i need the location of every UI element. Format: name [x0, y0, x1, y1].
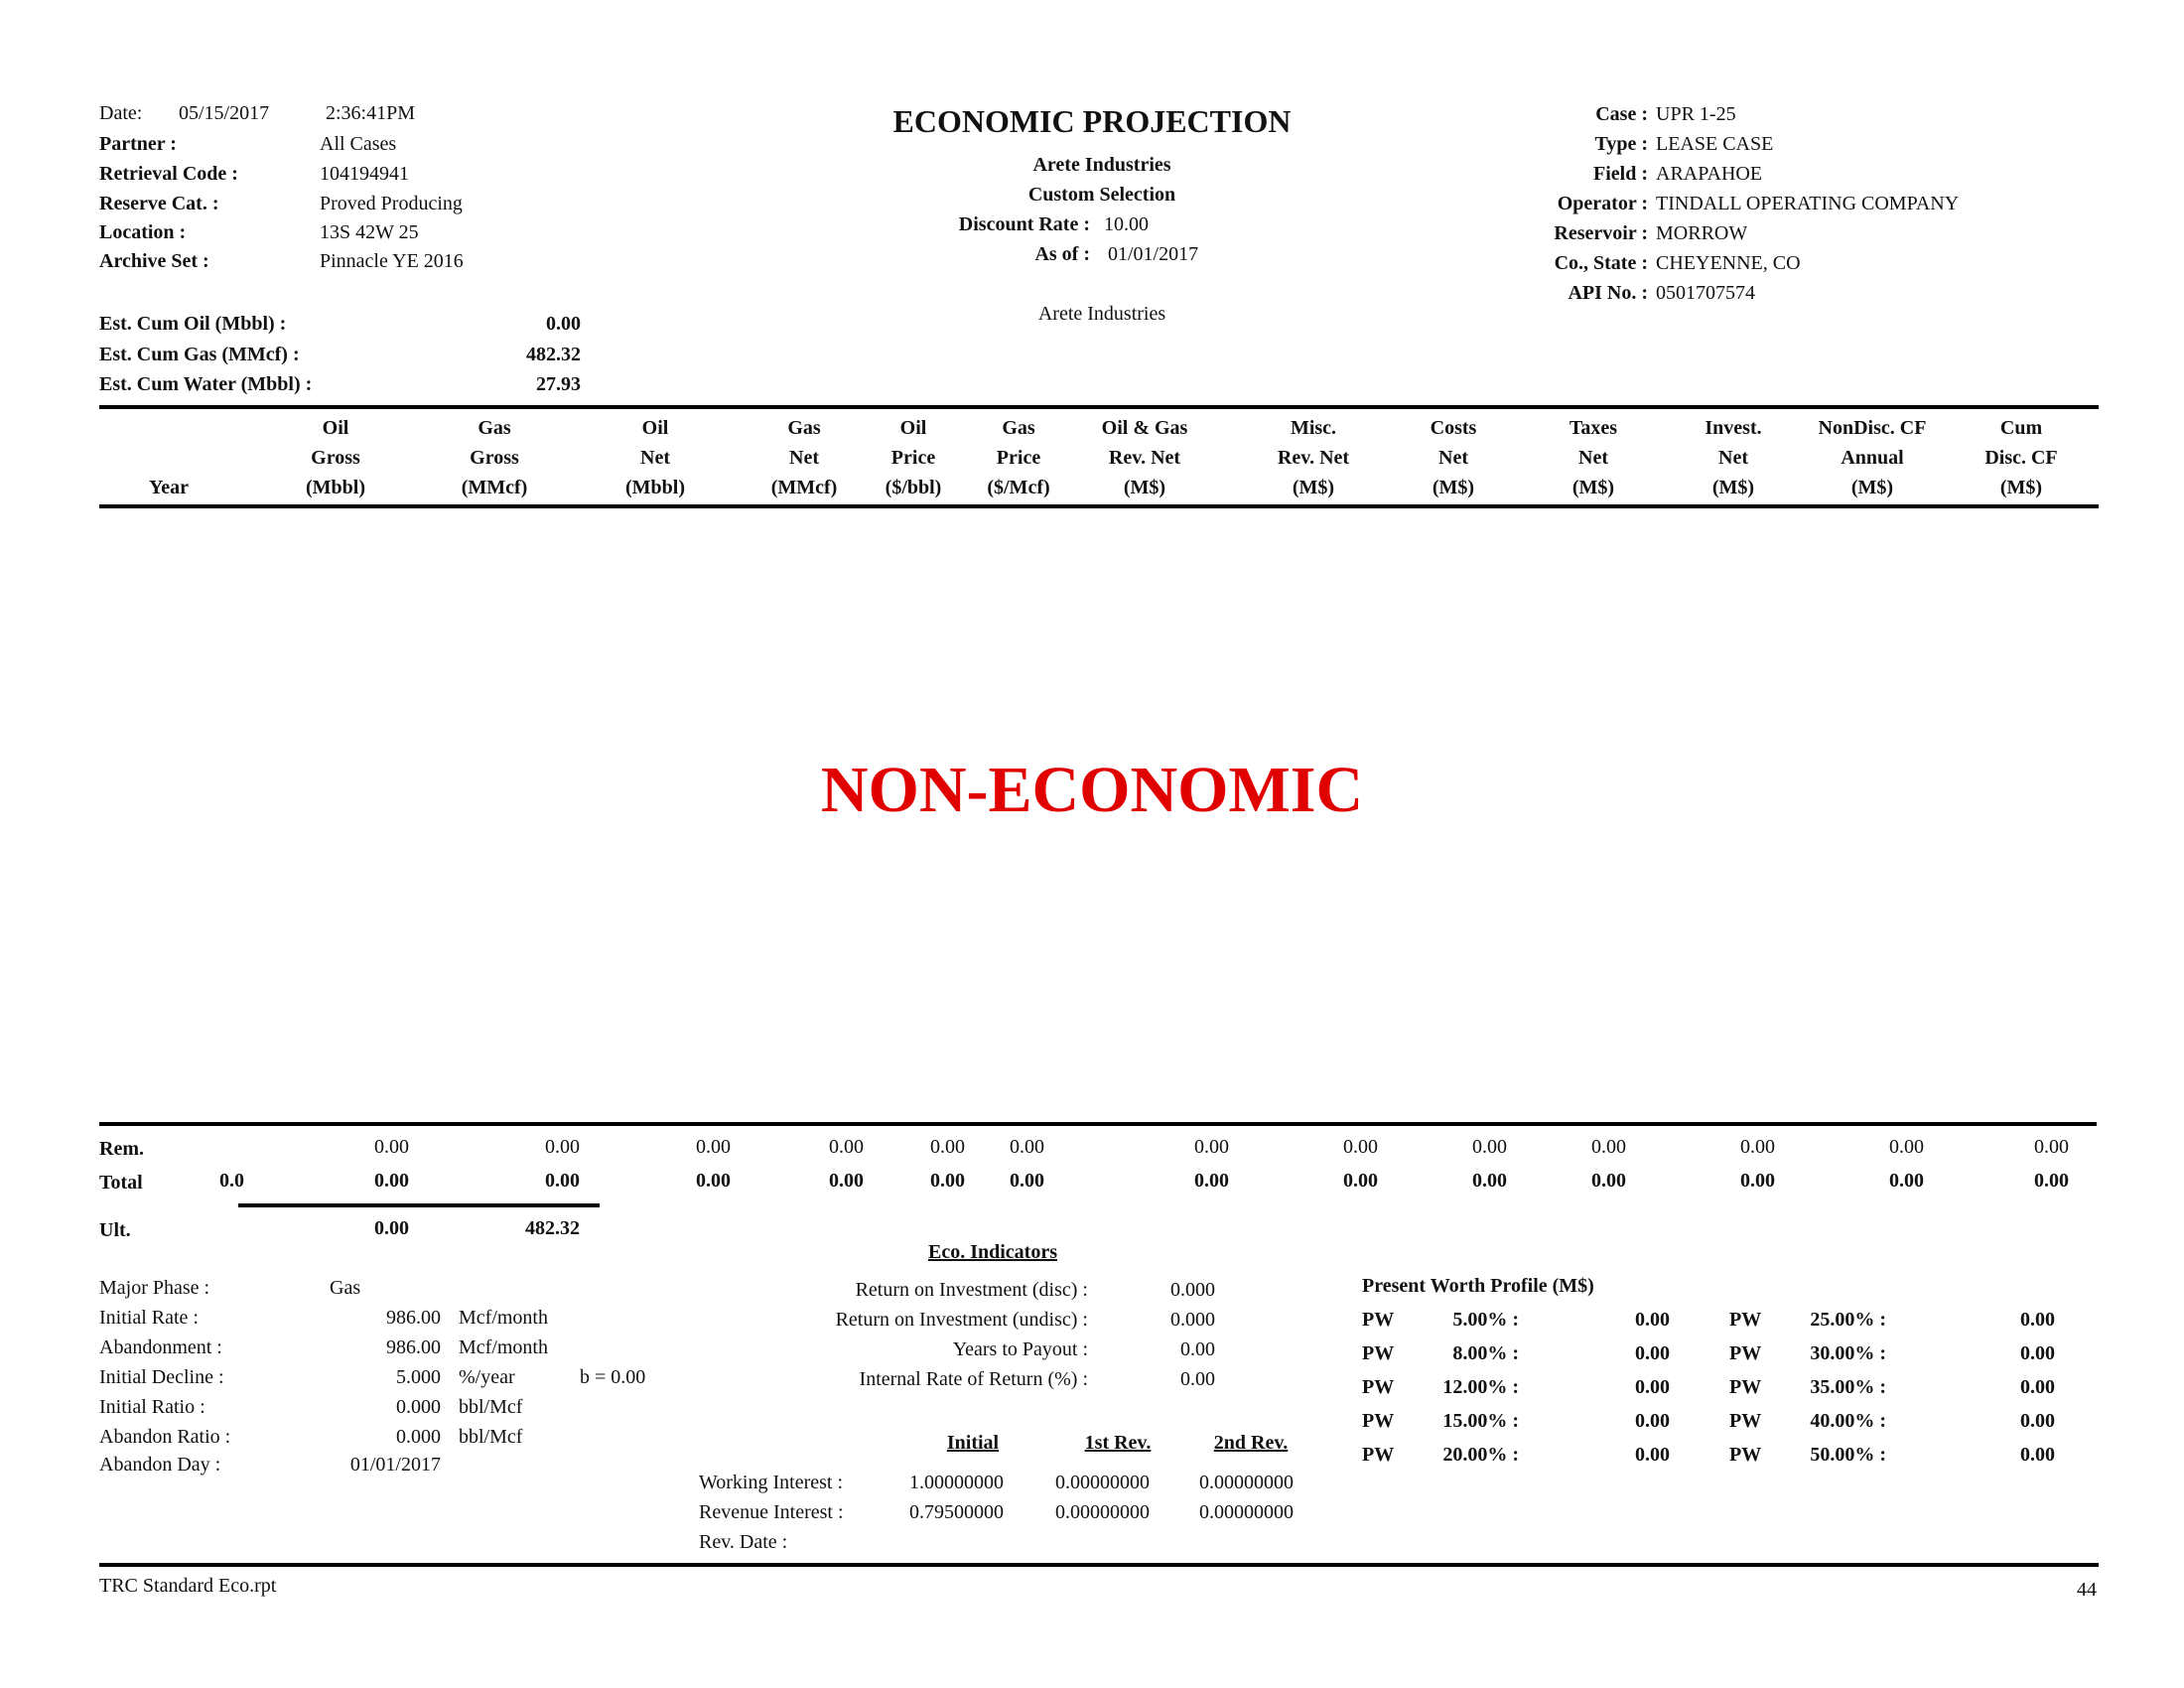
date-value: 05/15/2017 — [179, 102, 270, 124]
retrieval-code-label: Retrieval Code : — [99, 163, 238, 185]
interest-header-2nd-rev: 2nd Rev. — [1213, 1432, 1289, 1454]
table-top-rule — [99, 405, 2099, 409]
retrieval-code-value: 104194941 — [320, 163, 409, 185]
table-header-rule — [99, 504, 2099, 508]
partner-value: All Cases — [320, 133, 397, 155]
pw-right-value-1: 0.00 — [2020, 1309, 2055, 1331]
total-gas-net: 0.00 — [829, 1170, 864, 1192]
abandon-day-label: Abandon Day : — [99, 1454, 221, 1476]
working-interest-1st-rev: 0.00000000 — [1055, 1472, 1150, 1493]
rem-label: Rem. — [99, 1138, 144, 1160]
archive-set-value: Pinnacle YE 2016 — [320, 250, 464, 272]
total-misc-rev: 0.00 — [1343, 1170, 1378, 1192]
pw-right-value-5: 0.00 — [2020, 1444, 2055, 1466]
pw-right-value-3: 0.00 — [2020, 1376, 2055, 1398]
working-interest-label: Working Interest : — [699, 1472, 844, 1493]
date-label: Date: — [99, 102, 143, 124]
irr-value: 0.00 — [1180, 1368, 1215, 1390]
total-nondisc-cf: 0.00 — [1889, 1170, 1924, 1192]
column-header-misc-rev-net: Misc. Rev. Net (M$) — [1277, 417, 1350, 498]
partner-label: Partner : — [99, 133, 177, 155]
api-number-value: 0501707574 — [1656, 282, 1755, 304]
footer-rule — [99, 1563, 2099, 1567]
total-gas-price: 0.00 — [1010, 1170, 1044, 1192]
total-cum-disc-cf: 0.00 — [2034, 1170, 2069, 1192]
column-header-costs-net: Costs Net (M$) — [1430, 417, 1477, 498]
column-header-gas-net: Gas Net (MMcf) — [770, 417, 838, 498]
rem-gas-gross: 0.00 — [545, 1136, 580, 1158]
type-value: LEASE CASE — [1656, 133, 1774, 155]
pw-left-label-1: PW — [1362, 1309, 1395, 1331]
pw-left-rate-5: 20.00% : — [1442, 1444, 1519, 1466]
total-invest: 0.00 — [1740, 1170, 1775, 1192]
pw-left-label-3: PW — [1362, 1376, 1395, 1398]
working-interest-initial: 1.00000000 — [909, 1472, 1004, 1493]
ult-gas-gross: 482.32 — [525, 1217, 580, 1239]
major-phase-value: Gas — [330, 1277, 361, 1299]
reservoir-label: Reservoir : — [1554, 222, 1648, 244]
pw-right-rate-2: 30.00% : — [1810, 1342, 1886, 1364]
column-header-taxes-net: Taxes Net (M$) — [1569, 417, 1618, 498]
total-oil-price: 0.00 — [930, 1170, 965, 1192]
abandon-ratio-value: 0.000 — [396, 1426, 441, 1448]
type-label: Type : — [1594, 133, 1648, 155]
column-header-gas-price: Gas Price ($/Mcf) — [987, 417, 1050, 498]
major-phase-label: Major Phase : — [99, 1277, 210, 1299]
years-to-payout-label: Years to Payout : — [952, 1338, 1088, 1360]
case-value: UPR 1-25 — [1656, 103, 1736, 125]
cum-oil-label: Est. Cum Oil (Mbbl) : — [99, 313, 287, 335]
column-header-oil-price: Oil Price ($/bbl) — [885, 417, 942, 498]
page-number: 44 — [2077, 1579, 2097, 1601]
reservoir-value: MORROW — [1656, 222, 1748, 244]
field-value: ARAPAHOE — [1656, 163, 1763, 185]
pw-left-rate-3: 12.00% : — [1442, 1376, 1519, 1398]
abandon-day-value: 01/01/2017 — [349, 1454, 441, 1476]
ult-rule — [238, 1203, 600, 1207]
pw-right-label-4: PW — [1729, 1410, 1762, 1432]
rem-oil-net: 0.00 — [696, 1136, 731, 1158]
rev-date-label: Rev. Date : — [699, 1531, 788, 1553]
abandon-ratio-label: Abandon Ratio : — [99, 1426, 231, 1448]
county-state-label: Co., State : — [1554, 252, 1648, 274]
eco-indicators-title: Eco. Indicators — [928, 1241, 1057, 1263]
initial-decline-unit: %/year — [459, 1366, 515, 1388]
rem-nondisc-cf: 0.00 — [1889, 1136, 1924, 1158]
ult-oil-gross: 0.00 — [374, 1217, 409, 1239]
total-gas-gross: 0.00 — [545, 1170, 580, 1192]
initial-decline-label: Initial Decline : — [99, 1366, 224, 1388]
column-header-nondisc-cf: NonDisc. CF Annual (M$) — [1818, 417, 1927, 498]
location-value: 13S 42W 25 — [320, 221, 419, 243]
case-label: Case : — [1595, 103, 1648, 125]
reserve-cat-value: Proved Producing — [320, 193, 463, 214]
roi-disc-value: 0.000 — [1170, 1279, 1215, 1301]
irr-label: Internal Rate of Return (%) : — [859, 1368, 1088, 1390]
pw-left-value-5: 0.00 — [1635, 1444, 1670, 1466]
column-header-cum-disc-cf: Cum Disc. CF (M$) — [1984, 417, 2058, 498]
pw-right-value-2: 0.00 — [2020, 1342, 2055, 1364]
cum-water-label: Est. Cum Water (Mbbl) : — [99, 373, 313, 395]
pw-right-rate-1: 25.00% : — [1810, 1309, 1886, 1331]
initial-ratio-value: 0.000 — [396, 1396, 441, 1418]
initial-decline-value: 5.000 — [396, 1366, 441, 1388]
initial-ratio-unit: bbl/Mcf — [459, 1396, 523, 1418]
non-economic-banner: NON-ECONOMIC — [820, 754, 1364, 826]
abandonment-value: 986.00 — [386, 1336, 441, 1358]
cum-oil-value: 0.00 — [546, 313, 581, 335]
time-value: 2:36:41PM — [326, 102, 416, 124]
discount-rate-value: 10.00 — [1104, 213, 1149, 235]
column-header-invest-net: Invest. Net (M$) — [1705, 417, 1762, 498]
total-oil-gross: 0.00 — [374, 1170, 409, 1192]
abandonment-unit: Mcf/month — [459, 1336, 548, 1358]
county-state-value: CHEYENNE, CO — [1656, 252, 1801, 274]
working-interest-2nd-rev: 0.00000000 — [1199, 1472, 1294, 1493]
column-header-oil-net: Oil Net (Mbbl) — [625, 417, 685, 498]
roi-undisc-label: Return on Investment (undisc) : — [835, 1309, 1088, 1331]
field-label: Field : — [1593, 163, 1648, 185]
pw-right-label-1: PW — [1729, 1309, 1762, 1331]
initial-rate-unit: Mcf/month — [459, 1307, 548, 1329]
column-header-oil-gas-rev-net: Oil & Gas Rev. Net (M$) — [1101, 417, 1188, 498]
discount-rate-label: Discount Rate : — [958, 213, 1090, 235]
total-oil-gas-rev: 0.00 — [1194, 1170, 1229, 1192]
abandon-ratio-unit: bbl/Mcf — [459, 1426, 523, 1448]
abandonment-label: Abandonment : — [99, 1336, 222, 1358]
rem-invest: 0.00 — [1740, 1136, 1775, 1158]
rem-costs: 0.00 — [1472, 1136, 1507, 1158]
company-name-secondary: Arete Industries — [1037, 303, 1166, 325]
rem-gas-price: 0.00 — [1010, 1136, 1044, 1158]
pw-right-rate-3: 35.00% : — [1810, 1376, 1886, 1398]
revenue-interest-label: Revenue Interest : — [699, 1501, 844, 1523]
pw-left-rate-2: 8.00% : — [1452, 1342, 1519, 1364]
as-of-value: 01/01/2017 — [1108, 243, 1199, 265]
pw-left-label-5: PW — [1362, 1444, 1395, 1466]
api-number-label: API No. : — [1568, 282, 1648, 304]
total-costs: 0.00 — [1472, 1170, 1507, 1192]
selection-name: Custom Selection — [1027, 184, 1176, 206]
pw-left-value-1: 0.00 — [1635, 1309, 1670, 1331]
initial-rate-label: Initial Rate : — [99, 1307, 199, 1329]
pw-left-label-2: PW — [1362, 1342, 1395, 1364]
reserve-cat-label: Reserve Cat. : — [99, 193, 219, 214]
report-title: ECONOMIC PROJECTION — [892, 103, 1292, 139]
total-year: 0.0 — [219, 1170, 244, 1192]
pw-left-rate-4: 15.00% : — [1442, 1410, 1519, 1432]
interest-header-initial: Initial — [946, 1432, 1000, 1454]
cum-water-value: 27.93 — [536, 373, 581, 395]
column-header-year: Year — [149, 477, 189, 498]
rem-oil-gross: 0.00 — [374, 1136, 409, 1158]
pw-right-value-4: 0.00 — [2020, 1410, 2055, 1432]
ult-label: Ult. — [99, 1219, 131, 1241]
rem-gas-net: 0.00 — [829, 1136, 864, 1158]
as-of-label: As of : — [1034, 243, 1090, 265]
rem-cum-disc-cf: 0.00 — [2034, 1136, 2069, 1158]
operator-label: Operator : — [1557, 193, 1648, 214]
revenue-interest-initial: 0.79500000 — [909, 1501, 1004, 1523]
pw-profile-title: Present Worth Profile (M$) — [1362, 1275, 1594, 1297]
pw-right-label-2: PW — [1729, 1342, 1762, 1364]
pw-right-rate-5: 50.00% : — [1810, 1444, 1886, 1466]
revenue-interest-1st-rev: 0.00000000 — [1055, 1501, 1150, 1523]
location-label: Location : — [99, 221, 187, 243]
total-taxes: 0.00 — [1591, 1170, 1626, 1192]
totals-top-rule — [99, 1122, 2097, 1126]
initial-ratio-label: Initial Ratio : — [99, 1396, 205, 1418]
pw-left-value-4: 0.00 — [1635, 1410, 1670, 1432]
revenue-interest-2nd-rev: 0.00000000 — [1199, 1501, 1294, 1523]
pw-left-label-4: PW — [1362, 1410, 1395, 1432]
column-header-gas-gross: Gas Gross (MMcf) — [461, 417, 528, 498]
total-label: Total — [99, 1172, 143, 1194]
pw-right-label-3: PW — [1729, 1376, 1762, 1398]
b-factor: b = 0.00 — [580, 1366, 646, 1388]
operator-value: TINDALL OPERATING COMPANY — [1656, 193, 1960, 214]
cum-gas-value: 482.32 — [526, 344, 581, 365]
report-file-name: TRC Standard Eco.rpt — [99, 1575, 277, 1597]
years-to-payout-value: 0.00 — [1180, 1338, 1215, 1360]
interest-header-1st-rev: 1st Rev. — [1084, 1432, 1152, 1454]
pw-right-rate-4: 40.00% : — [1810, 1410, 1886, 1432]
rem-misc-rev: 0.00 — [1343, 1136, 1378, 1158]
column-header-oil-gross: Oil Gross (Mbbl) — [306, 417, 365, 498]
roi-disc-label: Return on Investment (disc) : — [855, 1279, 1088, 1301]
pw-left-value-3: 0.00 — [1635, 1376, 1670, 1398]
company-name: Arete Industries — [1032, 154, 1171, 176]
initial-rate-value: 986.00 — [386, 1307, 441, 1329]
rem-oil-price: 0.00 — [930, 1136, 965, 1158]
roi-undisc-value: 0.000 — [1170, 1309, 1215, 1331]
cum-gas-label: Est. Cum Gas (MMcf) : — [99, 344, 300, 365]
archive-set-label: Archive Set : — [99, 250, 209, 272]
total-oil-net: 0.00 — [696, 1170, 731, 1192]
pw-left-value-2: 0.00 — [1635, 1342, 1670, 1364]
pw-right-label-5: PW — [1729, 1444, 1762, 1466]
rem-taxes: 0.00 — [1591, 1136, 1626, 1158]
pw-left-rate-1: 5.00% : — [1452, 1309, 1519, 1331]
rem-oil-gas-rev: 0.00 — [1194, 1136, 1229, 1158]
